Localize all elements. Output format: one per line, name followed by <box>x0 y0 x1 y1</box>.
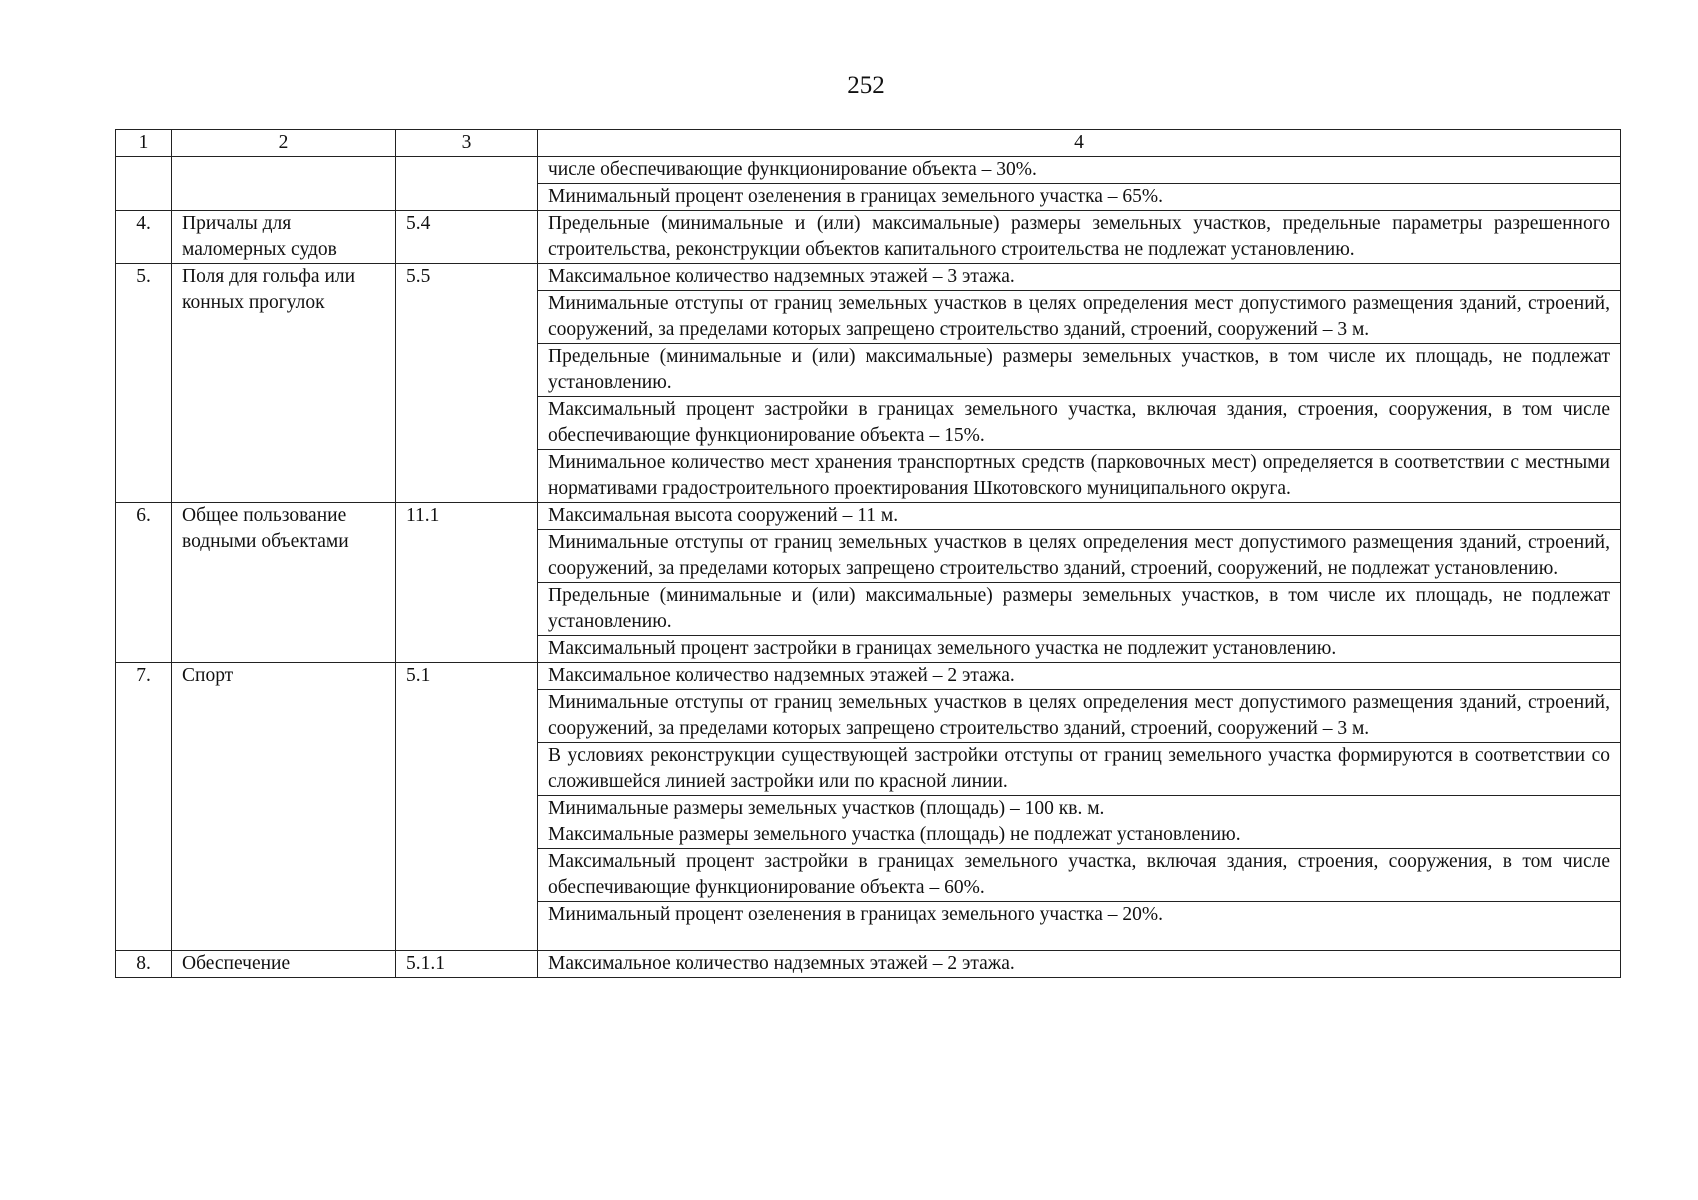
use-type-name: Поля для гольфа или конных прогулок <box>172 264 396 503</box>
header-col-3: 3 <box>396 130 538 157</box>
parameter-cell: Максимальное количество надземных этажей – 2 этажа. <box>538 951 1621 978</box>
use-type-name: Причалы для маломерных судов <box>172 211 396 264</box>
parameter-cell: Максимальная высота сооружений – 11 м. <box>538 503 1621 530</box>
table-row <box>116 503 1621 530</box>
parameter-cell: Предельные (минимальные и (или) максимальные) размеры земельных участков, в том числе их площадь, не подлежат установлению. <box>538 344 1621 397</box>
header-col-4: 4 <box>538 130 1621 157</box>
use-type-name: Спорт <box>172 663 396 951</box>
parameter-cell: Минимальные отступы от границ земельных участков в целях определения мест допустимого размещения зданий, строений, сооружений, за пределами которых запрещено строительство зданий, строений, сооружений, не подлежат установлению. <box>538 530 1621 583</box>
parameter-line: Максимальные размеры земельного участка (площадь) не подлежат установлению. <box>548 824 1241 845</box>
parameter-cell: Минимальные отступы от границ земельных участков в целях определения мест допустимого размещения зданий, строений, сооружений, за пределами которых запрещено строительство зданий, строений, сооружений – 3 м. <box>538 690 1621 743</box>
use-type-code: 5.1 <box>396 663 538 951</box>
parameter-cell: Максимальный процент застройки в границах земельного участка, включая здания, строения, сооружения, в том числе обеспечивающие функционирование объекта – 15%. <box>538 397 1621 450</box>
table-row <box>116 157 1621 184</box>
row-number: 8. <box>116 951 172 978</box>
parameter-cell: Максимальный процент застройки в границах земельного участка не подлежит установлению. <box>538 636 1621 663</box>
parameter-cell: Минимальное количество мест хранения транспортных средств (парковочных мест) определяется в соответствии с местными нормативами градостроительного проектирования Шкотовского муниципального округа. <box>538 450 1621 503</box>
parameter-cell: Минимальный процент озеленения в границах земельного участка – 20%. <box>538 902 1621 951</box>
parameter-cell: числе обеспечивающие функционирование объекта – 30%. <box>538 157 1621 184</box>
header-col-2: 2 <box>172 130 396 157</box>
row-number: 5. <box>116 264 172 503</box>
page-number: 252 <box>847 72 885 99</box>
table-header-row <box>116 130 1621 157</box>
use-type-code: 5.4 <box>396 211 538 264</box>
parameter-cell: Максимальное количество надземных этажей – 2 этажа. <box>538 663 1621 690</box>
table-row <box>116 211 1621 264</box>
use-type-code: 5.1.1 <box>396 951 538 978</box>
row-number: 4. <box>116 211 172 264</box>
parameter-cell: Минимальный процент озеленения в границах земельного участка – 65%. <box>538 184 1621 211</box>
row-number: 6. <box>116 503 172 663</box>
table-row <box>116 951 1621 978</box>
parameter-cell: Минимальные отступы от границ земельных участков в целях определения мест допустимого размещения зданий, строений, сооружений, за пределами которых запрещено строительство зданий, строений, сооружений – 3 м. <box>538 291 1621 344</box>
parameter-cell: Предельные (минимальные и (или) максимальные) размеры земельных участков, в том числе их площадь, не подлежат установлению. <box>538 583 1621 636</box>
row-number <box>116 157 172 211</box>
table-row <box>116 663 1621 690</box>
parameter-cell: Предельные (минимальные и (или) максимальные) размеры земельных участков, предельные параметры разрешенного строительства, реконструкции объектов капитального строительства не подлежат установлению. <box>538 211 1621 264</box>
use-type-name <box>172 157 396 211</box>
row-number: 7. <box>116 663 172 951</box>
use-type-code: 5.5 <box>396 264 538 503</box>
parameter-cell: Максимальное количество надземных этажей – 3 этажа. <box>538 264 1621 291</box>
regulations-table <box>115 129 1621 978</box>
use-type-name: Общее пользование водными объектами <box>172 503 396 663</box>
use-type-code <box>396 157 538 211</box>
table-row <box>116 264 1621 291</box>
parameter-cell: Максимальный процент застройки в границах земельного участка, включая здания, строения, сооружения, в том числе обеспечивающие функционирование объекта – 60%. <box>538 849 1621 902</box>
parameter-line: Минимальные размеры земельных участков (площадь) – 100 кв. м. <box>548 798 1105 819</box>
header-col-1: 1 <box>116 130 172 157</box>
use-type-name: Обеспечение <box>172 951 396 978</box>
parameter-cell: В условиях реконструкции существующей застройки отступы от границ земельного участка формируются в соответствии со сложившейся линией застройки или по красной линии. <box>538 743 1621 796</box>
parameter-cell <box>538 796 1621 849</box>
use-type-code: 11.1 <box>396 503 538 663</box>
